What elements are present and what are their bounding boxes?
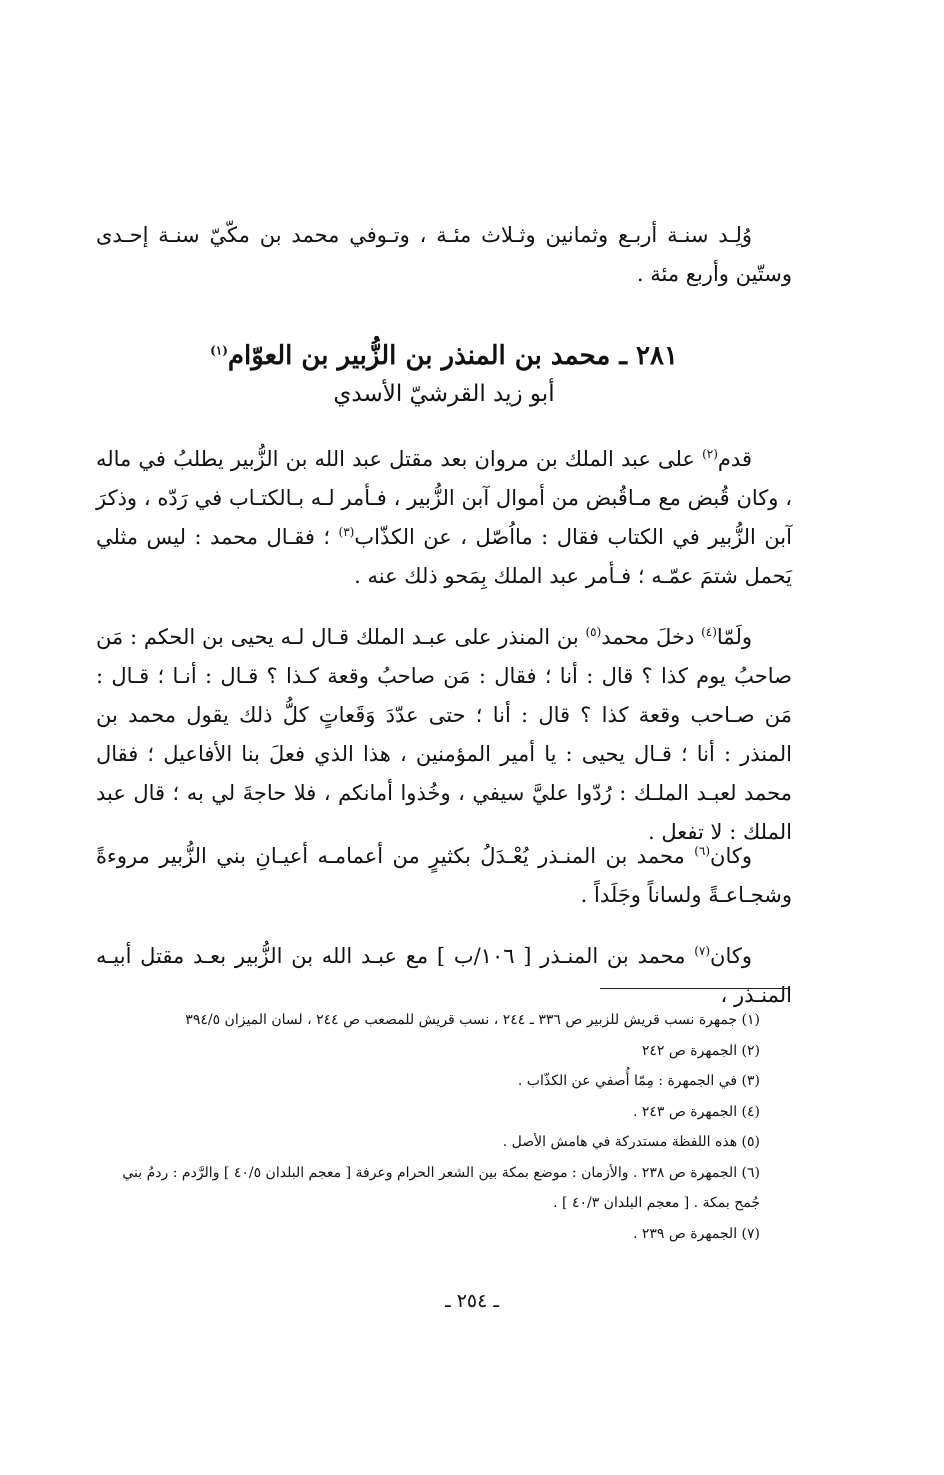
entry-subtitle: أبو زيد القرشيّ الأسدي xyxy=(333,381,555,407)
paragraph-4 xyxy=(96,937,792,1015)
paragraph-3 xyxy=(96,837,792,915)
footnote-ref: (٧) xyxy=(694,944,711,958)
entry-name: محمد بن المنذر بن الزُّبير بن العوّام xyxy=(227,341,611,371)
footnote-ref: (٦) xyxy=(694,844,711,858)
entry-title xyxy=(96,336,792,376)
footnote: (٥) هذه اللفظة مستدركة في هامش الأصل . xyxy=(502,1134,760,1150)
footnote: (٤) الجمهرة ص ٢٤٣ . xyxy=(632,1103,760,1120)
footnote-ref: (٢) xyxy=(702,447,718,461)
text-run: دخلَ محمد xyxy=(601,625,702,649)
text-run: وكان xyxy=(710,844,752,868)
text-run: محمد بن المنـذر [ ١٠٦/ب ] مع عبـد الله بن الزُّبير بعـد مقتل أبيـه المنـذر ، xyxy=(96,944,792,1007)
footnote-ref: (١) xyxy=(210,343,228,358)
footnote: (١) جمهرة نسب قريش للزبير ص ٣٣٦ ـ ٢٤٤ ، نسب قريش للمصعب ص ٢٤٤ ، لسان الميزان ٣٩٤/٥ xyxy=(185,1012,760,1028)
paragraph-2 xyxy=(96,618,792,852)
paragraph-1 xyxy=(96,440,792,596)
footnote-ref: (٣) xyxy=(338,525,355,539)
text-run: قدم xyxy=(717,447,752,471)
footnote: (٢) الجمهرة ص ٢٤٢ xyxy=(641,1042,760,1059)
text-run: على عبد الملك بن مروان بعد مقتل عبد الله بن الزُّبير يطلبُ في ماله ، وكان قُبض مع مـاقُبض من أموال آبن الزُّبير ، فـأمر لـه بـالكتـاب في رَدّه ، وذكرَ آبن الزُّبير في الكتاب فقال : مااُصّل ، عن الكذّاب xyxy=(96,447,792,549)
footnote: (٦) الجمهرة ص ٢٣٨ . والأزمان : موضع بمكة بين الشعر الحرام وعرفة [ معجم البلدان ٤٠/٥ ] والرَّدم : ردمُ بني جُمح بمكة . [ معجم البلدان ٤٠/٣ ] . xyxy=(122,1164,760,1211)
entry-number: ٢٨١ ـ xyxy=(619,341,678,371)
text-run: ؛ فقـال محمد : ليس مثلي يَحمل شتمَ عمّـه ؛ فـأمر عبد الملك بِمَحو ذلك عنه . xyxy=(96,525,792,588)
intro-paragraph: وُلِـد سنـة أربـع وثمانين وثـلاث مئـة ، وتـوفي محمد بن مكّيّ سنـة إحـدى وستّين وأربع مئة . xyxy=(96,223,792,286)
footnote-ref: (٥) xyxy=(585,625,602,639)
text-run: ولَمّا xyxy=(716,625,752,649)
text-run: محمد بن المنـذر يُعْـدَلُ بكثيرٍ من أعمامـه أعيـانِ بني الزُّبير مروءةً وشجـاعـةً ولساناً وجَلَداً . xyxy=(96,844,792,907)
footnote: (٣) في الجمهرة : مِمّا أُصفي عن الكذّاب . xyxy=(517,1073,760,1089)
footnotes xyxy=(96,1005,760,1249)
text-run: بن المنذر على عبـد الملك قـال لـه يحيى بن الحكم : مَن صاحبُ يوم كذا ؟ قال : أنا ؛ فقال : مَن صاحبُ وقعة كـذا ؟ قـال : أنـا ؛ قـال : مَن صـاحب وقعة كذا ؟ قال : أنا ؛ حتى عدّدَ وَقَعاتٍ كلُّ ذلك يقول محمد بن المنذر : أنا ؛ قـال يحيى : يا أمير المؤمنين ، هذا الذي فعلَ بنا الأفاعيل ؛ فقال محمد لعبـد الملـك : رُدّوا عليَّ سيفي ، وخُذوا أمانكم ، فلا حاجةَ لي به ؛ قال عبد الملك : لا تفعل . xyxy=(96,625,792,844)
page-number: ـ ٢٥٤ ـ xyxy=(445,1290,499,1312)
entry-heading xyxy=(96,336,792,412)
footnote-ref: (٤) xyxy=(701,625,717,639)
text-run: وكان xyxy=(710,944,752,968)
footnote-divider xyxy=(600,988,790,989)
footnote: (٧) الجمهرة ص ٢٣٩ . xyxy=(632,1225,760,1242)
